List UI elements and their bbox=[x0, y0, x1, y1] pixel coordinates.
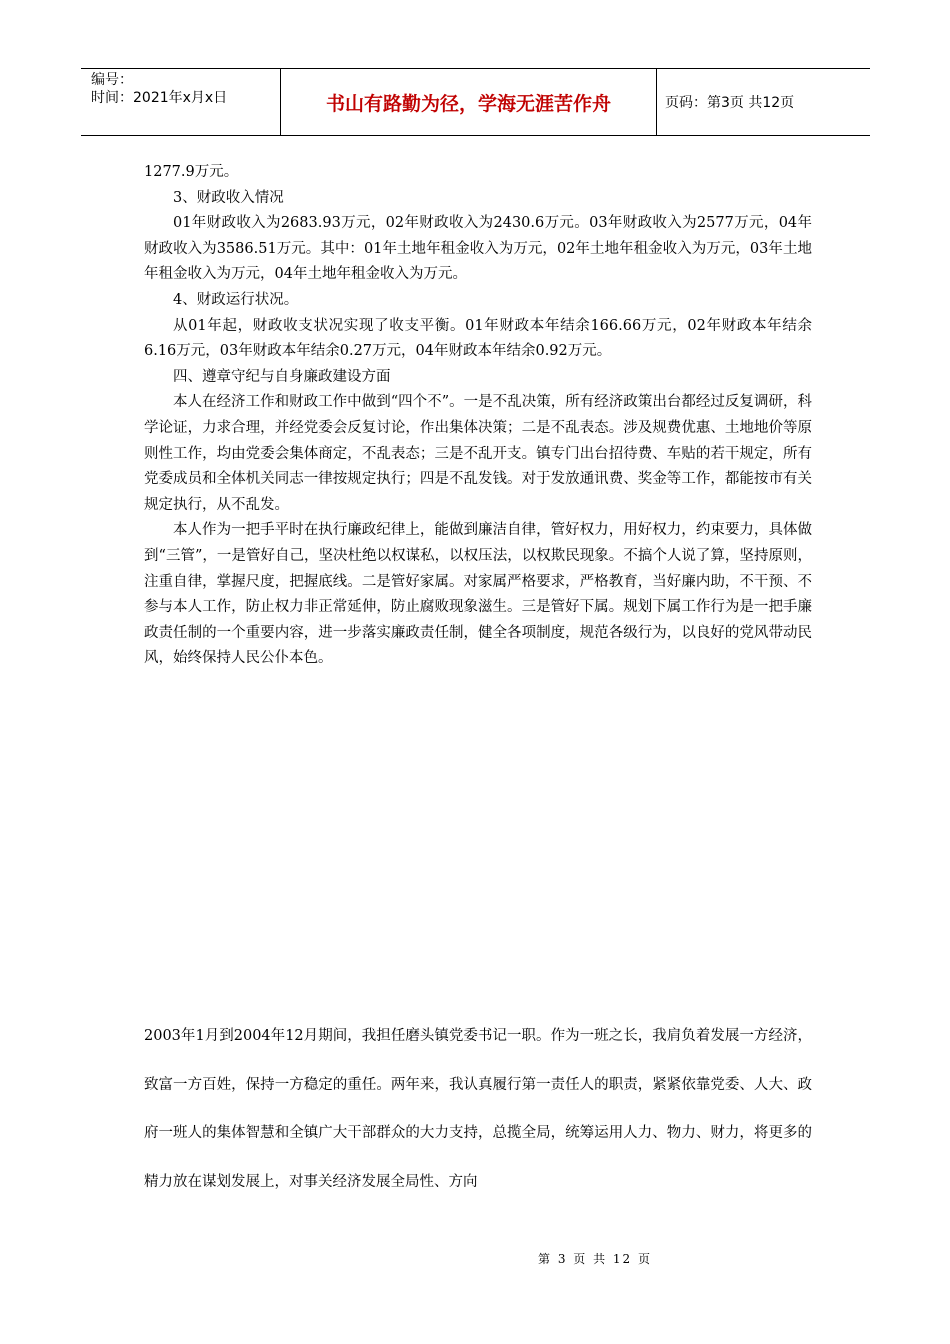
heading-discipline: 四、遵章守纪与自身廉政建设方面 bbox=[173, 368, 391, 385]
heading-financial-operation: 4、财政运行状况。 bbox=[173, 291, 299, 308]
page-header bbox=[81, 68, 870, 136]
heading-financial-income: 3、财政收入情况 bbox=[173, 189, 284, 206]
document-time-label: 时间：2021年x月x日 bbox=[91, 90, 228, 106]
paragraph: 本人作为一把手平时在执行廉政纪律上，能做到廉洁自律，管好权力，用好权力，约束要力，具体做到“三管”，一是管好自己，坚决杜绝以权谋私，以权压法，以权欺民现象。不搞个人说了算，坚持原则，注重自律，掌握尺度，把握底线。二是管好家属。对家属严格要求，严格教育，当好廉内助，不干预、不参与本人工作，防止权力非正常延伸，防止腐败现象滋生。三是管好下属。规划下属工作行为是一把手廉政责任制的一个重要内容，进一步落实廉政责任制，健全各项制度，规范各级行为，以良好的党风带动民风，始终保持人民公仆本色。 bbox=[144, 522, 812, 667]
paragraph: 01年财政收入为2683.93万元，02年财政收入为2430.6万元。03年财政收入为2577万元，04年财政收入为3586.51万元。其中：01年土地年租金收入为万元，02年土地年租金收入为万元，03年土地年租金收入为万元，04年土地年租金收入为万元。 bbox=[144, 215, 812, 283]
paragraph: 2003年1月到2004年12月期间，我担任磨头镇党委书记一职。作为一班之长，我肩负着发展一方经济，致富一方百姓，保持一方稳定的重任。两年来，我认真履行第一责任人的职责，紧紧依靠党委、人大、政府一班人的集体智慧和全镇广大干部群众的大力支持，总揽全局，统筹运用人力、物力、财力，将更多的精力放在谋划发展上，对事关经济发展全局性、方向 bbox=[144, 1028, 812, 1190]
header-page-label: 页码：第3页 共12页 bbox=[665, 95, 795, 111]
document-body-section-1 bbox=[144, 160, 812, 672]
page-footer: 第 3 页 共 12 页 bbox=[538, 1252, 652, 1266]
document-body-section-2 bbox=[144, 1012, 812, 1206]
paragraph: 1277.9万元。 bbox=[144, 164, 239, 180]
header-motto: 书山有路勤为径，学海无涯苦作舟 bbox=[281, 69, 657, 135]
paragraph: 从01年起，财政收支状况实现了收支平衡。01年财政本年结余166.66万元，02年财政本年结余6.16万元，03年财政本年结余0.27万元，04年财政本年结余0.92万元。 bbox=[144, 317, 812, 360]
paragraph: 本人在经济工作和财政工作中做到“四个不”。一是不乱决策，所有经济政策出台都经过反复调研，科学论证，力求合理，并经党委会反复讨论，作出集体决策；二是不乱表态。涉及规费优惠、土地地价等原则性工作，均由党委会集体商定，不乱表态；三是不乱开支。镇专门出台招待费、车贴的若干规定，所有党委成员和全体机关同志一律按规定执行；四是不乱发钱。对于发放通讯费、奖金等工作，都能按市有关规定执行，从不乱发。 bbox=[144, 394, 812, 513]
document-number-label: 编号： bbox=[91, 72, 133, 88]
header-meta bbox=[81, 69, 281, 135]
